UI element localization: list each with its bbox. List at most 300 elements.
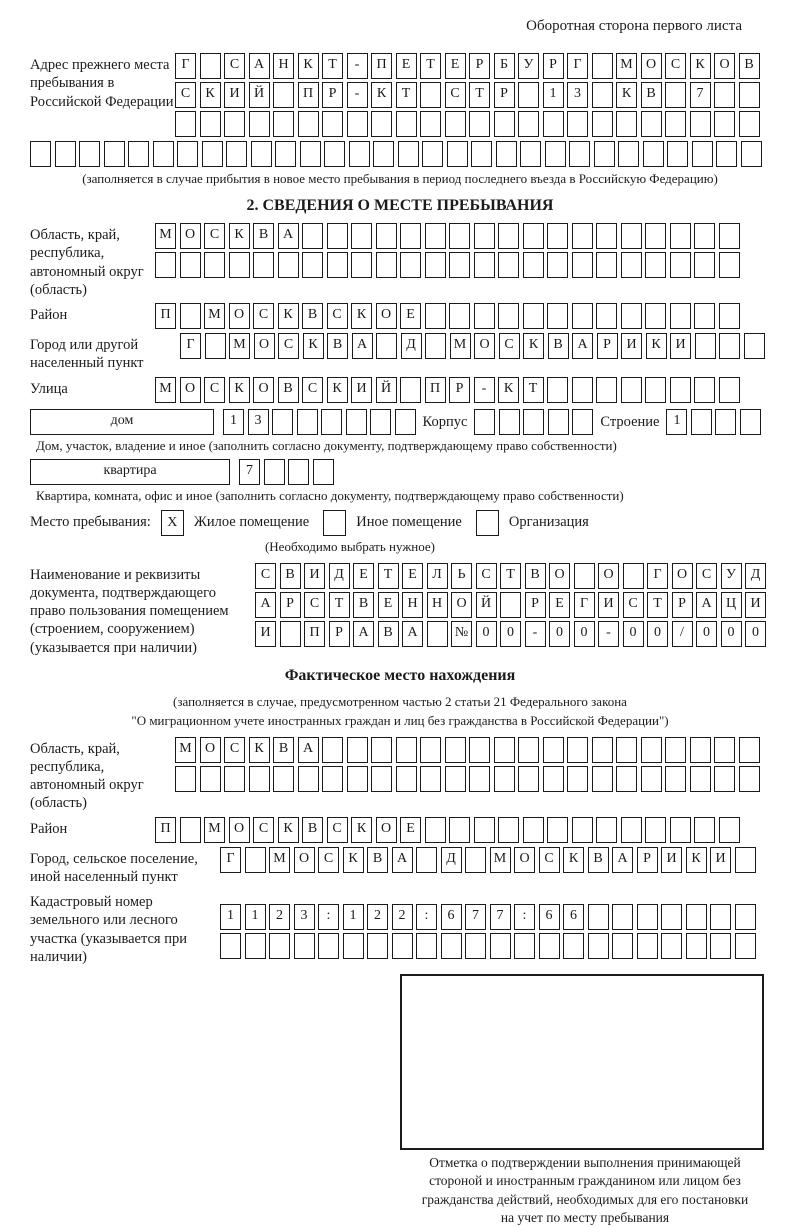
char-box[interactable]: [200, 766, 221, 792]
char-box[interactable]: [621, 223, 642, 249]
char-box[interactable]: [302, 252, 323, 278]
char-box[interactable]: [710, 933, 731, 959]
char-box[interactable]: [322, 766, 343, 792]
char-box[interactable]: К: [327, 377, 348, 403]
char-box[interactable]: [744, 333, 765, 359]
char-box[interactable]: -: [598, 621, 619, 647]
char-box[interactable]: Н: [273, 53, 294, 79]
char-box[interactable]: 3: [248, 409, 269, 435]
char-box[interactable]: 3: [294, 904, 315, 930]
char-box[interactable]: [494, 766, 515, 792]
char-box[interactable]: [645, 377, 666, 403]
char-box[interactable]: [547, 223, 568, 249]
char-box[interactable]: [548, 409, 569, 435]
char-box[interactable]: [153, 141, 174, 167]
char-box[interactable]: Р: [280, 592, 301, 618]
char-box[interactable]: [735, 847, 756, 873]
char-box[interactable]: [637, 933, 658, 959]
char-box[interactable]: Г: [175, 53, 196, 79]
char-box[interactable]: Г: [180, 333, 201, 359]
char-box[interactable]: В: [548, 333, 569, 359]
char-box[interactable]: А: [612, 847, 633, 873]
char-box[interactable]: [471, 141, 492, 167]
char-box[interactable]: [490, 933, 511, 959]
char-box[interactable]: [351, 223, 372, 249]
char-box[interactable]: [343, 933, 364, 959]
char-box[interactable]: [694, 303, 715, 329]
char-box[interactable]: В: [253, 223, 274, 249]
char-box[interactable]: Р: [469, 53, 490, 79]
char-box[interactable]: К: [200, 82, 221, 108]
char-box[interactable]: Е: [378, 592, 399, 618]
char-box[interactable]: 6: [539, 904, 560, 930]
char-box[interactable]: С: [224, 737, 245, 763]
char-box[interactable]: [694, 252, 715, 278]
char-box[interactable]: П: [298, 82, 319, 108]
char-box[interactable]: 1: [343, 904, 364, 930]
char-box[interactable]: [398, 141, 419, 167]
char-box[interactable]: [500, 592, 521, 618]
char-box[interactable]: [667, 141, 688, 167]
char-box[interactable]: В: [302, 303, 323, 329]
char-box[interactable]: С: [327, 303, 348, 329]
char-box[interactable]: 2: [367, 904, 388, 930]
char-box[interactable]: М: [269, 847, 290, 873]
char-box[interactable]: С: [665, 53, 686, 79]
char-box[interactable]: Е: [549, 592, 570, 618]
char-box[interactable]: [425, 333, 446, 359]
char-box[interactable]: [641, 737, 662, 763]
char-box[interactable]: [545, 141, 566, 167]
char-box[interactable]: [641, 111, 662, 137]
char-box[interactable]: [420, 111, 441, 137]
char-box[interactable]: И: [255, 621, 276, 647]
char-box[interactable]: В: [525, 563, 546, 589]
char-box[interactable]: [422, 141, 443, 167]
char-box[interactable]: С: [696, 563, 717, 589]
char-box[interactable]: [592, 53, 613, 79]
char-box[interactable]: 0: [574, 621, 595, 647]
char-box[interactable]: А: [572, 333, 593, 359]
char-box[interactable]: Р: [494, 82, 515, 108]
char-box[interactable]: [474, 252, 495, 278]
char-box[interactable]: [371, 737, 392, 763]
char-box[interactable]: Р: [597, 333, 618, 359]
char-box[interactable]: Р: [449, 377, 470, 403]
char-box[interactable]: [205, 333, 226, 359]
char-box[interactable]: [245, 847, 266, 873]
char-box[interactable]: [592, 82, 613, 108]
char-box[interactable]: О: [672, 563, 693, 589]
char-box[interactable]: [523, 817, 544, 843]
char-box[interactable]: Т: [420, 53, 441, 79]
char-box[interactable]: П: [155, 817, 176, 843]
char-box[interactable]: [180, 252, 201, 278]
char-box[interactable]: В: [739, 53, 760, 79]
char-box[interactable]: С: [278, 333, 299, 359]
char-box[interactable]: [416, 847, 437, 873]
char-box[interactable]: [523, 409, 544, 435]
char-box[interactable]: С: [304, 592, 325, 618]
char-box[interactable]: В: [280, 563, 301, 589]
char-box[interactable]: 1: [245, 904, 266, 930]
char-box[interactable]: [741, 141, 762, 167]
char-box[interactable]: Р: [329, 621, 350, 647]
char-box[interactable]: О: [229, 303, 250, 329]
char-box[interactable]: [273, 766, 294, 792]
char-box[interactable]: [572, 377, 593, 403]
char-box[interactable]: Р: [322, 82, 343, 108]
char-box[interactable]: В: [367, 847, 388, 873]
char-box[interactable]: 1: [666, 409, 687, 435]
char-box[interactable]: Л: [427, 563, 448, 589]
char-box[interactable]: [376, 252, 397, 278]
char-box[interactable]: [269, 933, 290, 959]
char-box[interactable]: [690, 737, 711, 763]
char-box[interactable]: О: [229, 817, 250, 843]
char-box[interactable]: [618, 141, 639, 167]
char-box[interactable]: [621, 303, 642, 329]
char-box[interactable]: [694, 223, 715, 249]
char-box[interactable]: О: [641, 53, 662, 79]
char-box[interactable]: [288, 459, 309, 485]
char-box[interactable]: 2: [269, 904, 290, 930]
char-box[interactable]: [520, 141, 541, 167]
char-box[interactable]: [694, 817, 715, 843]
char-box[interactable]: [714, 82, 735, 108]
char-box[interactable]: К: [563, 847, 584, 873]
char-box[interactable]: [569, 141, 590, 167]
char-box[interactable]: [735, 904, 756, 930]
char-box[interactable]: [376, 223, 397, 249]
char-box[interactable]: [273, 82, 294, 108]
char-box[interactable]: :: [318, 904, 339, 930]
char-box[interactable]: [220, 933, 241, 959]
char-box[interactable]: [594, 141, 615, 167]
char-box[interactable]: Ц: [721, 592, 742, 618]
char-box[interactable]: [200, 111, 221, 137]
char-box[interactable]: [249, 766, 270, 792]
char-box[interactable]: В: [588, 847, 609, 873]
char-box[interactable]: -: [347, 82, 368, 108]
char-box[interactable]: [670, 252, 691, 278]
char-box[interactable]: [420, 82, 441, 108]
char-box[interactable]: А: [298, 737, 319, 763]
char-box[interactable]: Т: [329, 592, 350, 618]
char-box[interactable]: [523, 252, 544, 278]
char-box[interactable]: О: [598, 563, 619, 589]
char-box[interactable]: [392, 933, 413, 959]
char-box[interactable]: [714, 737, 735, 763]
char-box[interactable]: С: [175, 82, 196, 108]
char-box[interactable]: [400, 252, 421, 278]
char-box[interactable]: [425, 223, 446, 249]
char-box[interactable]: К: [498, 377, 519, 403]
char-box[interactable]: [739, 766, 760, 792]
char-box[interactable]: [445, 737, 466, 763]
char-box[interactable]: М: [155, 223, 176, 249]
char-box[interactable]: [547, 377, 568, 403]
char-box[interactable]: [175, 766, 196, 792]
char-box[interactable]: К: [229, 377, 250, 403]
char-box[interactable]: А: [392, 847, 413, 873]
char-box[interactable]: [596, 377, 617, 403]
char-box[interactable]: И: [621, 333, 642, 359]
char-box[interactable]: [425, 252, 446, 278]
char-box[interactable]: [739, 82, 760, 108]
char-box[interactable]: В: [641, 82, 662, 108]
char-box[interactable]: К: [298, 53, 319, 79]
char-box[interactable]: 2: [392, 904, 413, 930]
char-box[interactable]: С: [253, 303, 274, 329]
char-box[interactable]: [322, 737, 343, 763]
char-box[interactable]: [400, 223, 421, 249]
char-box[interactable]: [714, 766, 735, 792]
char-box[interactable]: :: [416, 904, 437, 930]
char-box[interactable]: [514, 933, 535, 959]
char-box[interactable]: /: [672, 621, 693, 647]
char-box[interactable]: Н: [427, 592, 448, 618]
char-box[interactable]: И: [745, 592, 766, 618]
char-box[interactable]: [547, 817, 568, 843]
char-box[interactable]: [224, 111, 245, 137]
char-box[interactable]: [572, 409, 593, 435]
char-box[interactable]: [302, 223, 323, 249]
char-box[interactable]: [612, 933, 633, 959]
char-box[interactable]: [547, 303, 568, 329]
char-box[interactable]: [719, 252, 740, 278]
char-box[interactable]: Г: [647, 563, 668, 589]
char-box[interactable]: А: [352, 333, 373, 359]
char-box[interactable]: О: [180, 377, 201, 403]
char-box[interactable]: М: [204, 303, 225, 329]
char-box[interactable]: [518, 737, 539, 763]
char-box[interactable]: [719, 333, 740, 359]
char-box[interactable]: Р: [525, 592, 546, 618]
char-box[interactable]: [665, 111, 686, 137]
char-box[interactable]: О: [294, 847, 315, 873]
char-box[interactable]: [425, 303, 446, 329]
char-box[interactable]: У: [518, 53, 539, 79]
char-box[interactable]: [351, 252, 372, 278]
char-box[interactable]: [623, 563, 644, 589]
char-box[interactable]: 6: [563, 904, 584, 930]
char-box[interactable]: К: [351, 817, 372, 843]
char-box[interactable]: Т: [469, 82, 490, 108]
char-box[interactable]: С: [255, 563, 276, 589]
char-box[interactable]: [347, 766, 368, 792]
char-box[interactable]: -: [525, 621, 546, 647]
char-box[interactable]: С: [327, 817, 348, 843]
char-box[interactable]: 0: [721, 621, 742, 647]
char-box[interactable]: [395, 409, 416, 435]
char-box[interactable]: У: [721, 563, 742, 589]
char-box[interactable]: [294, 933, 315, 959]
char-box[interactable]: [616, 737, 637, 763]
char-box[interactable]: К: [249, 737, 270, 763]
char-box[interactable]: М: [155, 377, 176, 403]
char-box[interactable]: [710, 904, 731, 930]
char-box[interactable]: [79, 141, 100, 167]
char-box[interactable]: [739, 737, 760, 763]
house-type-box[interactable]: дом: [30, 409, 214, 435]
char-box[interactable]: М: [490, 847, 511, 873]
char-box[interactable]: Г: [574, 592, 595, 618]
char-box[interactable]: О: [254, 333, 275, 359]
char-box[interactable]: [469, 111, 490, 137]
char-box[interactable]: Й: [376, 377, 397, 403]
char-box[interactable]: [715, 409, 736, 435]
char-box[interactable]: Д: [329, 563, 350, 589]
char-box[interactable]: [445, 766, 466, 792]
char-box[interactable]: Д: [745, 563, 766, 589]
char-box[interactable]: [416, 933, 437, 959]
char-box[interactable]: [691, 409, 712, 435]
char-box[interactable]: [376, 333, 397, 359]
char-box[interactable]: [128, 141, 149, 167]
char-box[interactable]: К: [229, 223, 250, 249]
char-box[interactable]: 7: [239, 459, 260, 485]
char-box[interactable]: [572, 303, 593, 329]
char-box[interactable]: С: [253, 817, 274, 843]
char-box[interactable]: К: [278, 303, 299, 329]
char-box[interactable]: [670, 817, 691, 843]
char-box[interactable]: О: [180, 223, 201, 249]
char-box[interactable]: 7: [490, 904, 511, 930]
char-box[interactable]: [690, 111, 711, 137]
char-box[interactable]: [447, 141, 468, 167]
char-box[interactable]: [224, 766, 245, 792]
char-box[interactable]: О: [714, 53, 735, 79]
char-box[interactable]: [719, 223, 740, 249]
char-box[interactable]: [445, 111, 466, 137]
char-box[interactable]: В: [278, 377, 299, 403]
char-box[interactable]: К: [690, 53, 711, 79]
char-box[interactable]: [298, 111, 319, 137]
char-box[interactable]: Г: [567, 53, 588, 79]
char-box[interactable]: [180, 817, 201, 843]
char-box[interactable]: [280, 621, 301, 647]
char-box[interactable]: Т: [396, 82, 417, 108]
char-box[interactable]: В: [273, 737, 294, 763]
char-box[interactable]: [278, 252, 299, 278]
char-box[interactable]: С: [623, 592, 644, 618]
char-box[interactable]: В: [302, 817, 323, 843]
char-box[interactable]: [621, 252, 642, 278]
char-box[interactable]: [498, 223, 519, 249]
char-box[interactable]: [474, 303, 495, 329]
char-box[interactable]: Г: [220, 847, 241, 873]
char-box[interactable]: [204, 252, 225, 278]
char-box[interactable]: [670, 223, 691, 249]
char-box[interactable]: [321, 409, 342, 435]
char-box[interactable]: [465, 933, 486, 959]
char-box[interactable]: [694, 377, 715, 403]
char-box[interactable]: Е: [402, 563, 423, 589]
apartment-type-box[interactable]: квартира: [30, 459, 230, 485]
char-box[interactable]: [661, 904, 682, 930]
char-box[interactable]: [739, 111, 760, 137]
char-box[interactable]: [474, 817, 495, 843]
char-box[interactable]: [474, 409, 495, 435]
char-box[interactable]: А: [255, 592, 276, 618]
char-box[interactable]: К: [371, 82, 392, 108]
char-box[interactable]: [645, 223, 666, 249]
char-box[interactable]: [665, 766, 686, 792]
char-box[interactable]: [740, 409, 761, 435]
char-box[interactable]: №: [451, 621, 472, 647]
char-box[interactable]: [264, 459, 285, 485]
char-box[interactable]: [249, 111, 270, 137]
char-box[interactable]: 7: [465, 904, 486, 930]
char-box[interactable]: А: [249, 53, 270, 79]
char-box[interactable]: О: [474, 333, 495, 359]
char-box[interactable]: К: [351, 303, 372, 329]
char-box[interactable]: М: [175, 737, 196, 763]
char-box[interactable]: [324, 141, 345, 167]
char-box[interactable]: [370, 409, 391, 435]
char-box[interactable]: Е: [396, 53, 417, 79]
char-box[interactable]: О: [376, 303, 397, 329]
char-box[interactable]: [298, 766, 319, 792]
char-box[interactable]: [55, 141, 76, 167]
char-box[interactable]: Н: [402, 592, 423, 618]
char-box[interactable]: [661, 933, 682, 959]
char-box[interactable]: Й: [476, 592, 497, 618]
char-box[interactable]: [588, 933, 609, 959]
char-box[interactable]: [425, 817, 446, 843]
char-box[interactable]: [645, 252, 666, 278]
char-box[interactable]: [347, 737, 368, 763]
char-box[interactable]: И: [710, 847, 731, 873]
char-box[interactable]: [596, 252, 617, 278]
char-box[interactable]: [494, 111, 515, 137]
char-box[interactable]: М: [450, 333, 471, 359]
char-box[interactable]: [567, 737, 588, 763]
char-box[interactable]: [665, 737, 686, 763]
char-box[interactable]: [367, 933, 388, 959]
char-box[interactable]: В: [378, 621, 399, 647]
char-box[interactable]: [499, 409, 520, 435]
char-box[interactable]: [641, 766, 662, 792]
char-box[interactable]: [596, 817, 617, 843]
char-box[interactable]: И: [661, 847, 682, 873]
char-box[interactable]: [313, 459, 334, 485]
char-box[interactable]: Й: [249, 82, 270, 108]
checkbox-organization[interactable]: [476, 510, 499, 536]
char-box[interactable]: [327, 252, 348, 278]
char-box[interactable]: [349, 141, 370, 167]
char-box[interactable]: [592, 737, 613, 763]
char-box[interactable]: 0: [696, 621, 717, 647]
char-box[interactable]: [670, 377, 691, 403]
char-box[interactable]: Е: [445, 53, 466, 79]
char-box[interactable]: [373, 141, 394, 167]
char-box[interactable]: И: [224, 82, 245, 108]
char-box[interactable]: [400, 377, 421, 403]
char-box[interactable]: 7: [690, 82, 711, 108]
char-box[interactable]: :: [514, 904, 535, 930]
char-box[interactable]: [572, 817, 593, 843]
char-box[interactable]: [371, 111, 392, 137]
char-box[interactable]: [229, 252, 250, 278]
char-box[interactable]: [251, 141, 272, 167]
char-box[interactable]: А: [696, 592, 717, 618]
char-box[interactable]: О: [549, 563, 570, 589]
char-box[interactable]: О: [376, 817, 397, 843]
char-box[interactable]: [275, 141, 296, 167]
char-box[interactable]: [686, 904, 707, 930]
